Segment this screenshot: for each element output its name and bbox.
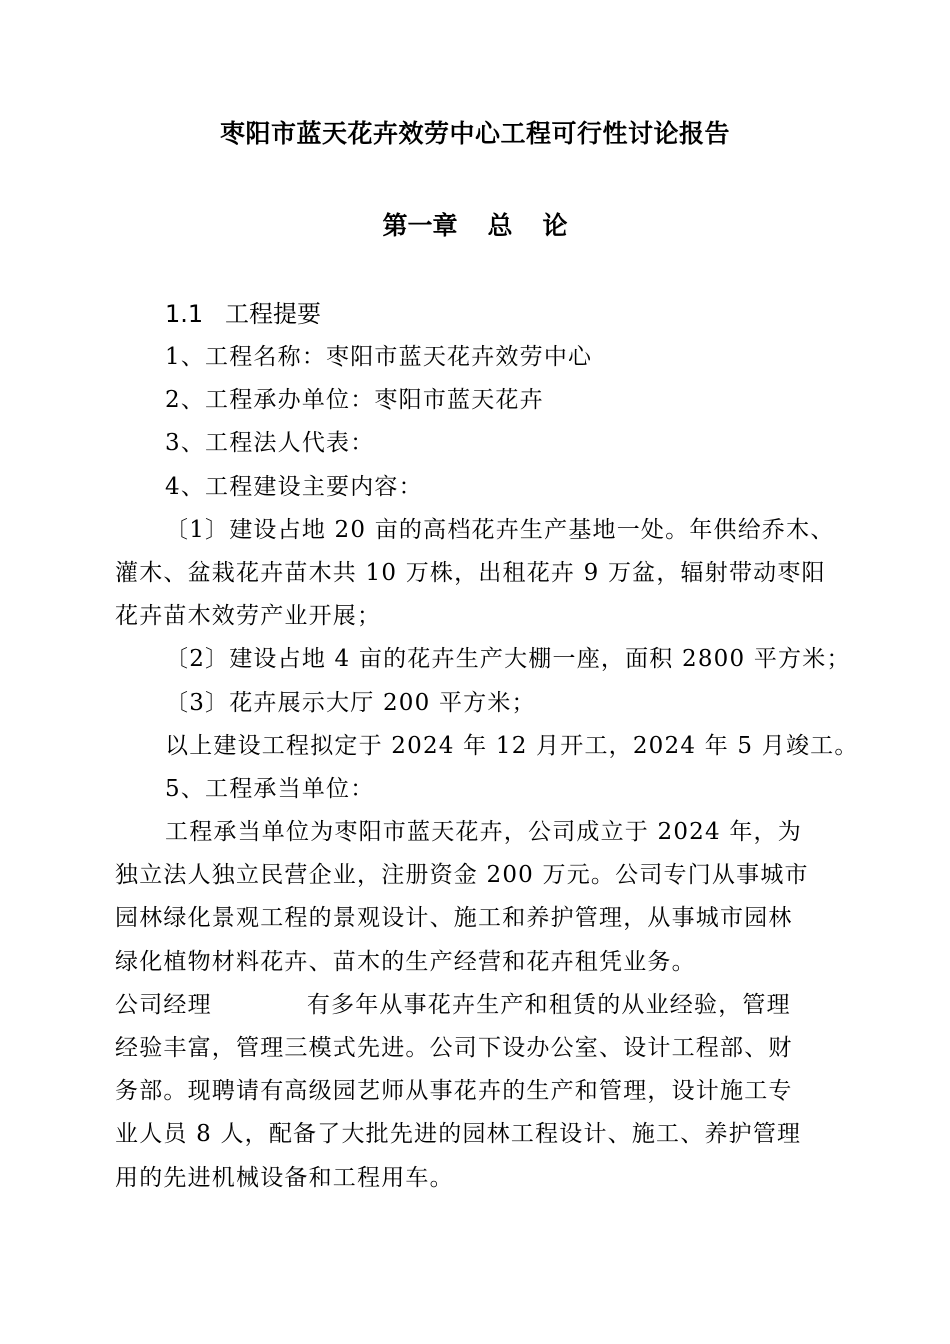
paragraph-line: 绿化植物材料花卉、苗木的生产经营和花卉租凭业务。 [115,948,696,975]
manager-label: 公司经理 [115,991,212,1018]
paragraph-line: 〔1〕建设占地 20 亩的高档花卉生产基地一处。年供给乔木、 [165,516,835,543]
paragraph-line: 务部。现聘请有高级园艺师从事花卉的生产和管理，设计施工专 [115,1078,793,1105]
paragraph-line: 3、工程法人代表： [165,430,375,457]
paragraph-line: 业人员 8 人，配备了大批先进的园林工程设计、施工、养护管理 [115,1121,802,1148]
chapter-title [0,206,950,246]
paragraph-line: 花卉苗木效劳产业开展； [115,603,382,630]
section-title: 工程提要 [225,300,321,328]
manager-description: 有多年从事花卉生产和租赁的从业经验，管理 [306,991,791,1018]
section-heading [165,296,321,332]
document-body [115,336,859,1200]
paragraph-line: 5、工程承当单位： [165,775,375,802]
paragraph-line: 工程承当单位为枣阳市蓝天花卉，公司成立于 2024 年，为 [165,819,802,846]
chapter-label: 第一章 [382,211,458,240]
paragraph-line: 2、工程承办单位：枣阳市蓝天花卉 [165,387,544,414]
section-number: 1.1 [165,300,204,328]
chapter-word-2: 论 [542,211,568,240]
document-title: 枣阳市蓝天花卉效劳中心工程可行性讨论报告 [219,119,730,148]
paragraph-line: 经验丰富，管理三模式先进。公司下设办公室、设计工程部、财 [115,1035,793,1061]
paragraph-line: 灌木、盆栽花卉苗木共 10 万株，出租花卉 9 万盆，辐射带动枣阳 [115,559,826,586]
paragraph-line: 以上建设工程拟定于 2024 年 12 月开工，2024 年 5 月竣工。 [165,732,859,759]
paragraph-line: 1、工程名称：枣阳市蓝天花卉效劳中心 [165,344,593,370]
chapter-word-1: 总 [487,211,513,240]
paragraph-line: 〔2〕建设占地 4 亩的花卉生产大棚一座，面积 2800 平方米； [165,646,851,673]
paragraph-line: 4、工程建设主要内容： [165,473,423,500]
manager-line [115,984,855,1027]
paragraph-line: 园林绿化景观工程的景观设计、施工和养护管理，从事城市园林 [115,905,793,932]
paragraph-line: 独立法人独立民营企业，注册资金 200 万元。公司专门从事城市 [115,862,809,889]
paragraph-line: 〔3〕花卉展示大厅 200 平方米； [165,689,536,716]
paragraph-line: 用的先进机械设备和工程用车。 [115,1164,454,1191]
